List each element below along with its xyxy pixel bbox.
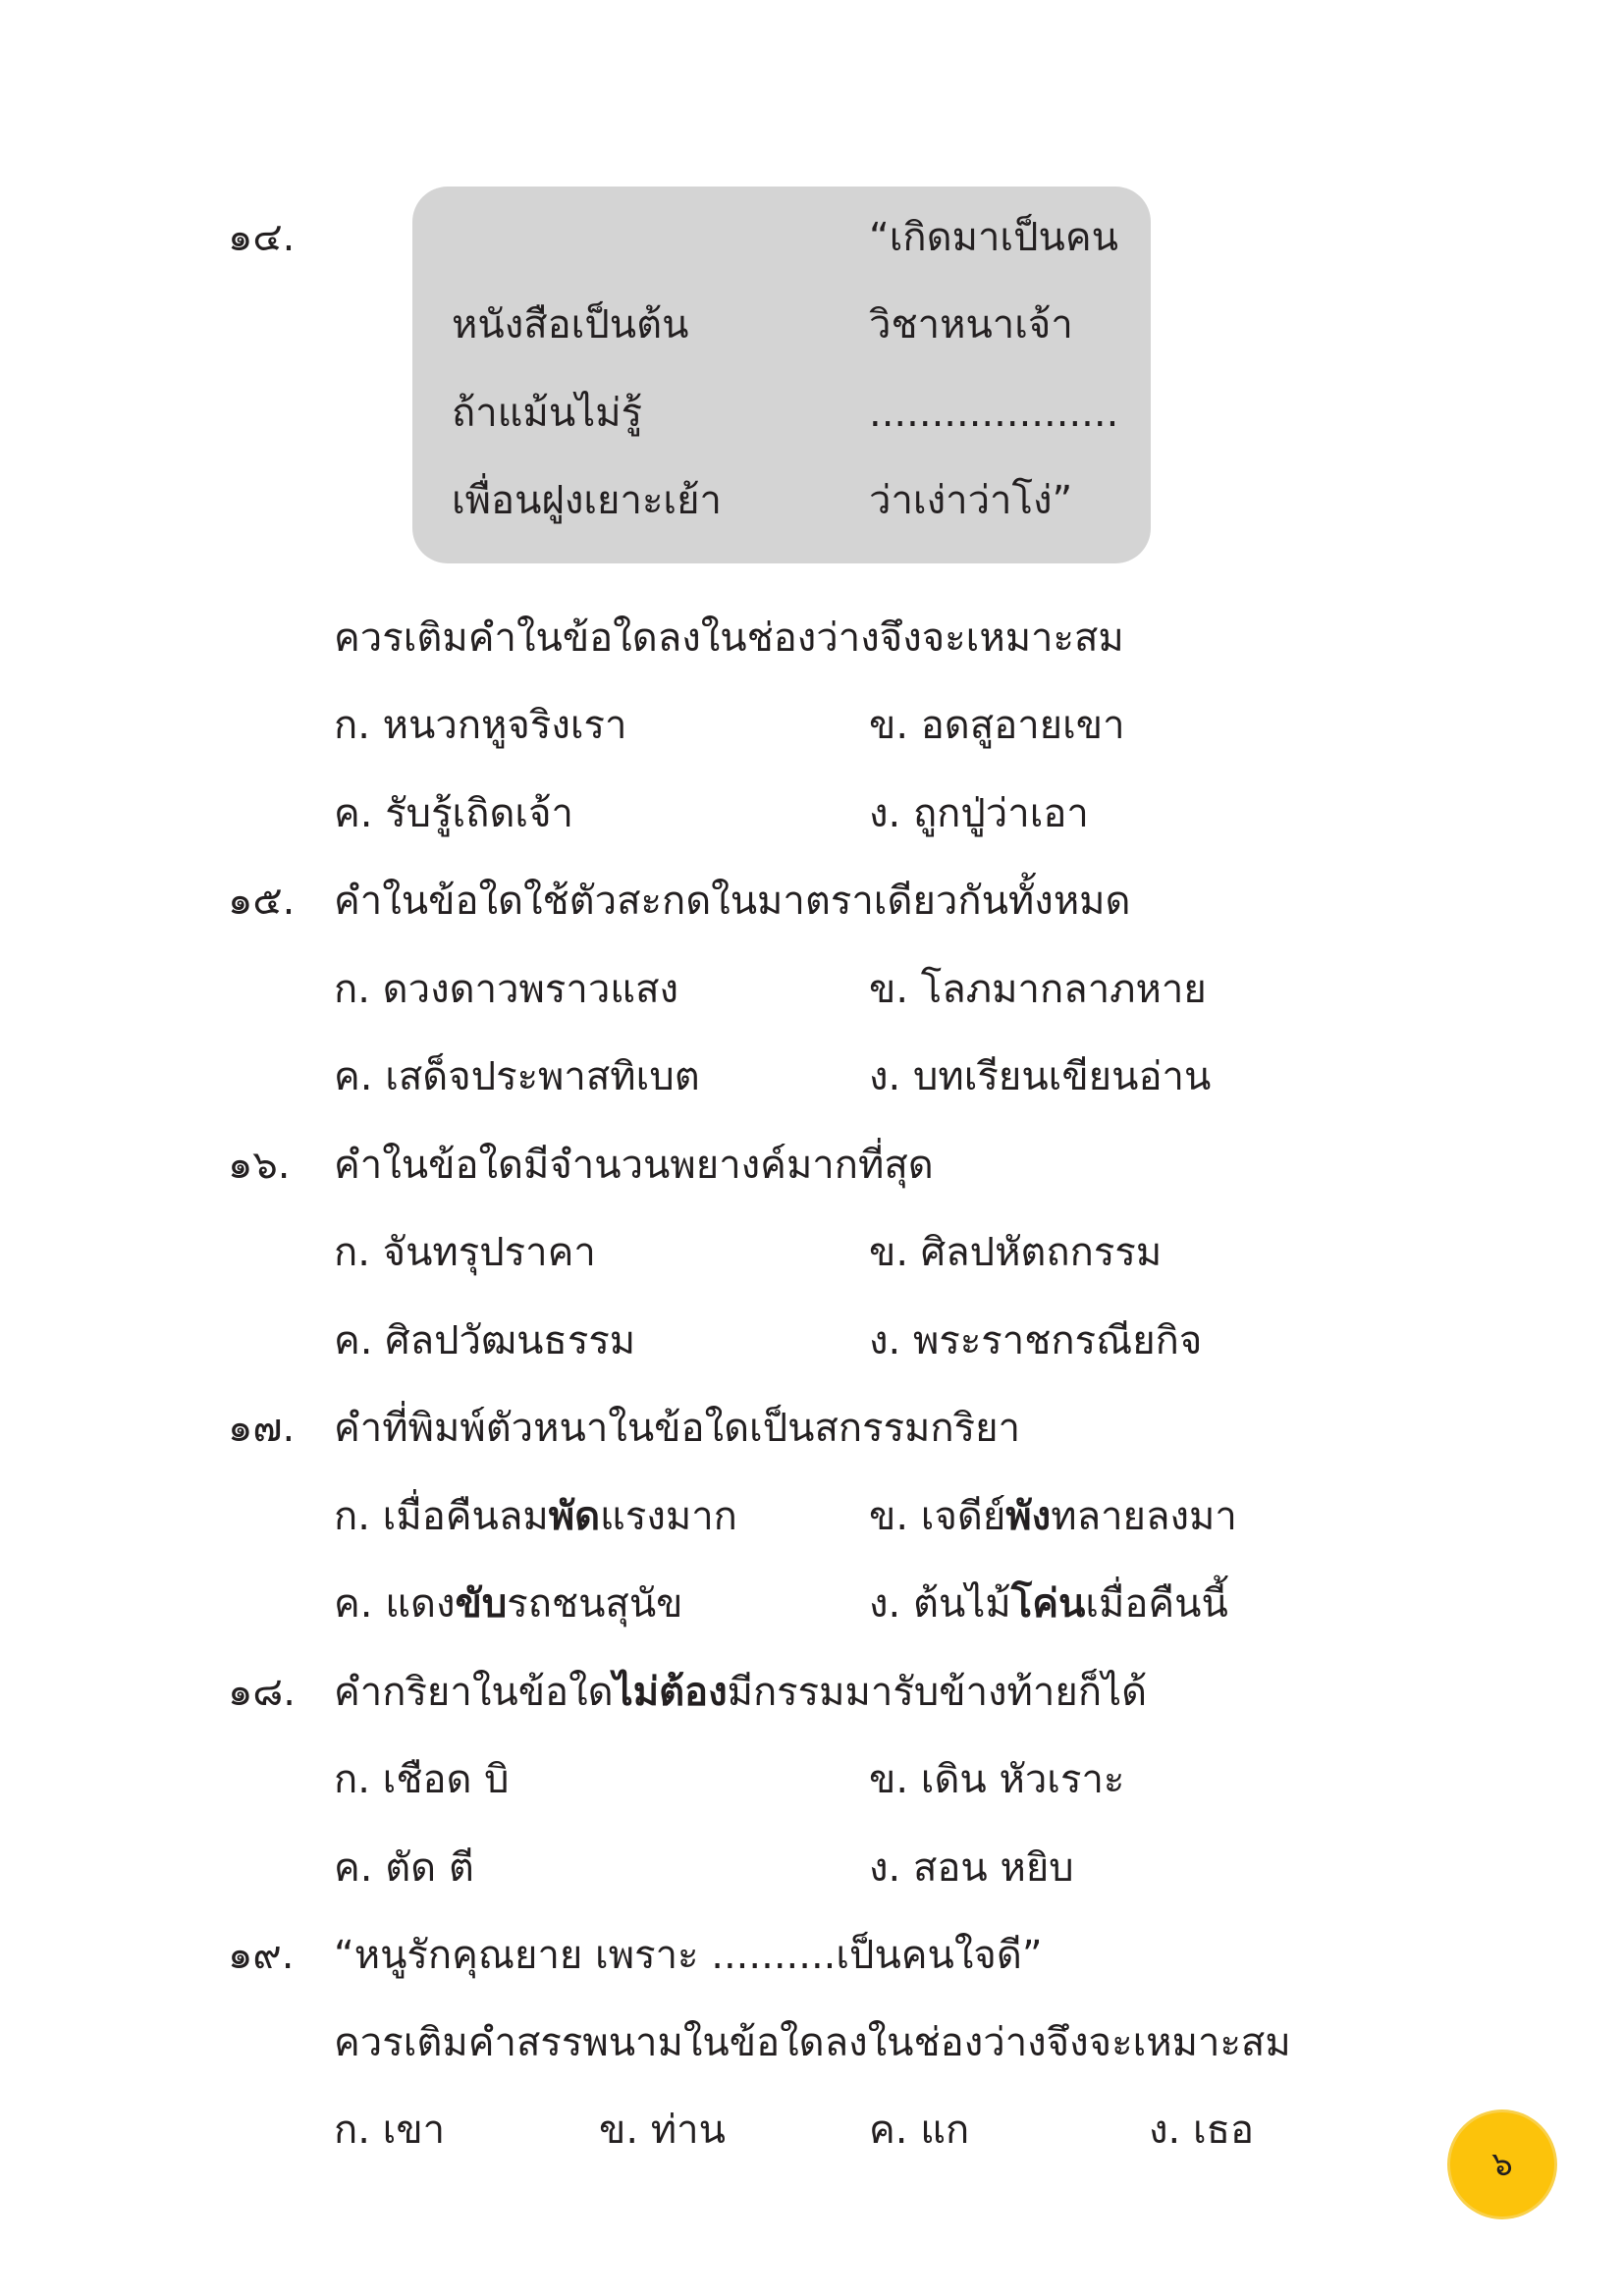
option-a: ก. จันทรุปราคา bbox=[334, 1230, 596, 1275]
poem-line: ว่าเง่าว่าโง่” bbox=[869, 478, 1073, 523]
option-b: ข. เจดีย์พังทลายลงมา bbox=[869, 1494, 1237, 1539]
poem-blank: .................... bbox=[869, 391, 1119, 436]
option-a: ก. เชือด บิ bbox=[334, 1757, 510, 1802]
bold-word: ไม่ต้อง bbox=[613, 1670, 728, 1715]
option-c: ค. แดงขับรถชนสุนัข bbox=[334, 1581, 683, 1627]
question-text: คำในข้อใดใช้ตัวสะกดในมาตราเดียวกันทั้งหมด bbox=[334, 879, 1131, 924]
question-text: คำที่พิมพ์ตัวหนาในข้อใดเป็นสกรรมกริยา bbox=[334, 1406, 1021, 1451]
poem-line: เพื่อนฝูงเยาะเย้า bbox=[452, 478, 722, 523]
question-number: ๑๖. bbox=[228, 1143, 291, 1188]
option-c: ค. ศิลปวัฒนธรรม bbox=[334, 1318, 636, 1363]
option-c: ค. แก bbox=[869, 2108, 970, 2153]
option-a: ก. ดวงดาวพราวแสง bbox=[334, 967, 679, 1012]
option-b: ข. ศิลปหัตถกรรม bbox=[869, 1230, 1163, 1275]
poem-line: วิชาหนาเจ้า bbox=[869, 302, 1073, 347]
question-text: คำในข้อใดมีจำนวนพยางค์มากที่สุด bbox=[334, 1143, 934, 1188]
option-d: ง. บทเรียนเขียนอ่าน bbox=[869, 1054, 1212, 1099]
option-d: ง. ถูกปู่ว่าเอา bbox=[869, 791, 1089, 836]
page-number-badge bbox=[1450, 2112, 1554, 2216]
option-d: ง. ต้นไม้โค่นเมื่อคืนนี้ bbox=[869, 1581, 1228, 1627]
poem-line: “เกิดมาเป็นคน bbox=[869, 215, 1118, 260]
bold-word: พัง bbox=[1005, 1494, 1052, 1539]
question-text-2: ควรเติมคำสรรพนามในข้อใดลงในช่องว่างจึงจะเหมาะสม bbox=[334, 2020, 1291, 2065]
option-b: ข. อดสูอายเขา bbox=[869, 703, 1125, 748]
question-number: ๑๗. bbox=[228, 1406, 296, 1451]
option-a: ก. เมื่อคืนลมพัดแรงมาก bbox=[334, 1494, 737, 1539]
question-text: คำกริยาในข้อใดไม่ต้องมีกรรมมารับข้างท้ายก็ได้ bbox=[334, 1670, 1148, 1715]
bold-word: โค่น bbox=[1010, 1581, 1086, 1627]
option-b: ข. ท่าน bbox=[599, 2108, 726, 2153]
bold-word: ขับ bbox=[455, 1581, 508, 1627]
question-text: “หนูรักคุณยาย เพราะ ..........เป็นคนใจดี” bbox=[334, 1933, 1043, 1978]
option-d: ง. เธอ bbox=[1149, 2108, 1255, 2153]
option-a: ก. หนวกหูจริงเรา bbox=[334, 703, 627, 748]
option-c: ค. เสด็จประพาสทิเบต bbox=[334, 1054, 700, 1099]
question-text: ควรเติมคำในข้อใดลงในช่องว่างจึงจะเหมาะสม bbox=[334, 615, 1124, 661]
page-number: ๖ bbox=[1491, 2145, 1513, 2184]
poem-line: หนังสือเป็นต้น bbox=[452, 302, 689, 347]
option-b: ข. เดิน หัวเราะ bbox=[869, 1757, 1125, 1802]
question-number: ๑๕. bbox=[228, 879, 296, 924]
option-b: ข. โลภมากลาภหาย bbox=[869, 967, 1207, 1012]
option-d: ง. พระราชกรณียกิจ bbox=[869, 1318, 1203, 1363]
option-d: ง. สอน หยิบ bbox=[869, 1845, 1074, 1891]
option-a: ก. เขา bbox=[334, 2108, 446, 2153]
question-number: ๑๙. bbox=[228, 1933, 295, 1978]
poem-line: ถ้าแม้นไม่รู้ bbox=[452, 391, 643, 436]
question-number: ๑๘. bbox=[228, 1670, 296, 1715]
bold-word: พัด bbox=[548, 1494, 601, 1539]
question-number: ๑๔. bbox=[228, 215, 296, 260]
option-c: ค. รับรู้เถิดเจ้า bbox=[334, 791, 573, 836]
option-c: ค. ตัด ตี bbox=[334, 1845, 474, 1891]
